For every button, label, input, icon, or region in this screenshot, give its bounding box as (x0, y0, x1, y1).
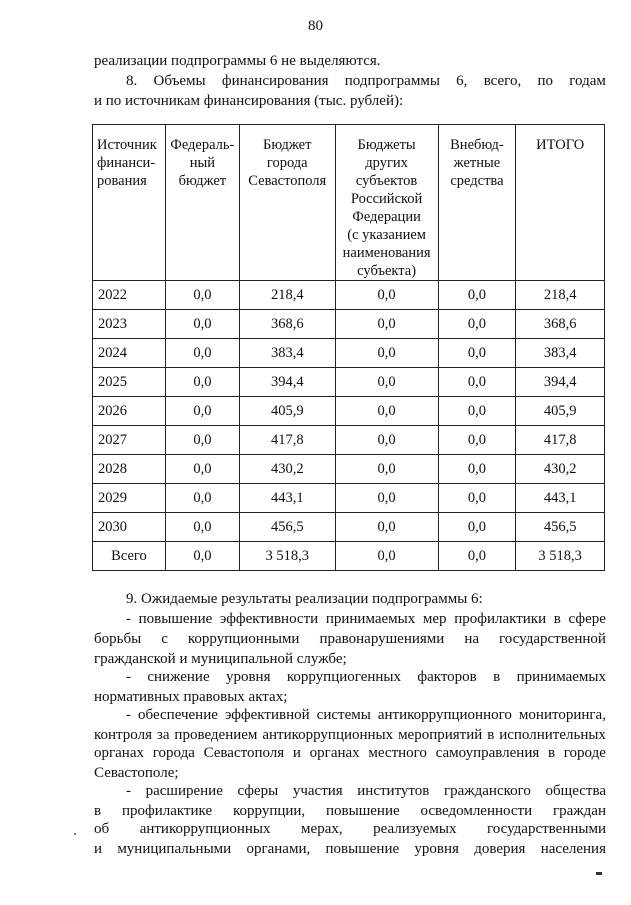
row-label: 2025 (93, 368, 166, 397)
section9-word: в (94, 803, 102, 819)
section9-word: антикоррупционного (377, 707, 512, 723)
section9-word: сферы (237, 783, 279, 799)
section9-word: уровня (225, 669, 271, 685)
section9-line: нормативных правовых актах; (94, 689, 288, 705)
table-cell: 0,0 (438, 339, 516, 368)
table-cell: 0,0 (165, 281, 239, 310)
row-label: 2023 (93, 310, 166, 339)
table-cell: 218,4 (239, 281, 335, 310)
table-row (93, 397, 605, 426)
header-line: финанси- (97, 155, 156, 171)
table-cell: 3 518,3 (516, 542, 605, 571)
section9-word: правонарушениями (319, 631, 445, 647)
table-cell: 0,0 (335, 484, 438, 513)
scan-dot (74, 833, 76, 835)
section9-word: реализуемых (373, 821, 457, 837)
section9-word: профилактике (121, 803, 213, 819)
section9-word: обеспечение (138, 707, 218, 723)
section9-word: с (161, 631, 168, 647)
section9-word: принимаемых (325, 611, 416, 627)
table-cell: 0,0 (165, 513, 239, 542)
section9-line (94, 821, 606, 838)
section9-word: повышение (325, 841, 400, 857)
section9-word: эффективной (224, 707, 310, 723)
header-line: (с указанием (347, 227, 426, 243)
section9-word: органах (309, 745, 360, 761)
header-line: Российской (350, 191, 423, 207)
table-cell: 368,6 (516, 310, 605, 339)
table-cell: 0,0 (335, 513, 438, 542)
table-cell: 0,0 (438, 426, 516, 455)
section9-word: факторов (417, 669, 477, 685)
section9-word: органах (94, 745, 144, 761)
section9-word: города (152, 745, 195, 761)
section9-word: граждан (553, 803, 606, 819)
header-line: субъекта) (357, 263, 417, 279)
table-cell: 417,8 (239, 426, 335, 455)
section9-word: - (126, 611, 131, 627)
table-cell: 0,0 (165, 339, 239, 368)
section9-line (94, 745, 606, 762)
section9-word: городе (563, 745, 606, 761)
section9-title: 9. Ожидаемые результаты реализации подпрограммы 6: (126, 591, 483, 607)
section9-word: повышение (326, 803, 400, 819)
section8-word: годам (569, 73, 606, 89)
row-label: 2028 (93, 455, 166, 484)
table-cell: 383,4 (516, 339, 605, 368)
header-line: Севастополя (248, 173, 327, 189)
section9-word: и (94, 841, 103, 857)
section9-word: эффективности (219, 611, 319, 627)
table-cell: 417,8 (516, 426, 605, 455)
section9-word: государственными (487, 821, 606, 837)
page-number: 80 (308, 18, 323, 34)
header-line: Федерации (352, 209, 421, 225)
header-line: средства (450, 173, 504, 189)
header-line: ИТОГО (536, 137, 585, 153)
section8-word: 8. (126, 73, 138, 89)
table-row (93, 339, 605, 368)
header-line: рования (97, 173, 147, 189)
section9-word: об (94, 821, 110, 837)
section9-word: системы (316, 707, 371, 723)
header-line: других (365, 155, 408, 171)
row-label: 2027 (93, 426, 166, 455)
header-source (93, 125, 166, 281)
table-cell: 394,4 (239, 368, 335, 397)
section9-line: гражданской и муниципальной службе; (94, 651, 347, 667)
section9-word: расширение (145, 783, 223, 799)
table-cell: 0,0 (165, 368, 239, 397)
section9-word: - (126, 783, 131, 799)
table-cell: 0,0 (438, 368, 516, 397)
table-header-row (93, 125, 605, 281)
table-cell: 0,0 (335, 542, 438, 571)
table-row (93, 513, 605, 542)
header-line: бюджет (178, 173, 227, 189)
section9-word: органами, (246, 841, 311, 857)
section8-word: финансирования (221, 73, 329, 89)
section9-word: в (493, 669, 501, 685)
section9-word: коррупциогенных (286, 669, 401, 685)
table-cell: 394,4 (516, 368, 605, 397)
section8-word: 6, (456, 73, 468, 89)
table-cell: 383,4 (239, 339, 335, 368)
section9-word: коррупционными (187, 631, 300, 647)
table-cell: 0,0 (165, 310, 239, 339)
table-cell: 405,9 (239, 397, 335, 426)
section9-word: борьбы (94, 631, 142, 647)
section9-word: исполнительных (499, 727, 606, 743)
section9-word: мониторинга, (518, 707, 606, 723)
table-body (93, 281, 605, 571)
section9-word: мероприятий (398, 727, 483, 743)
table-cell: 456,5 (239, 513, 335, 542)
table-cell: 0,0 (335, 281, 438, 310)
section9-word: Севастополя (203, 745, 285, 761)
section9-word: антикоррупционных (139, 821, 271, 837)
section8-word: по (537, 73, 554, 89)
header-line: жетные (453, 155, 501, 171)
table-cell: 0,0 (165, 426, 239, 455)
row-label: 2024 (93, 339, 166, 368)
table-cell: 430,2 (239, 455, 335, 484)
section9-word: доверия (474, 841, 526, 857)
section9-word: на (464, 631, 480, 647)
header-line: Внебюд- (450, 137, 504, 153)
table-row (93, 426, 605, 455)
table-cell: 0,0 (438, 281, 516, 310)
table-cell: 0,0 (438, 484, 516, 513)
table-cell: 0,0 (438, 513, 516, 542)
section9-word: сфере (568, 611, 606, 627)
section9-word: за (156, 727, 170, 743)
table-cell: 430,2 (516, 455, 605, 484)
table-cell: 443,1 (516, 484, 605, 513)
header-line: Федераль- (170, 137, 235, 153)
section9-word: общества (545, 783, 606, 799)
section9-word: коррупции, (232, 803, 306, 819)
header-total (516, 125, 605, 281)
section9-line: Севастополе; (94, 765, 179, 781)
table-cell: 368,6 (239, 310, 335, 339)
table-cell: 0,0 (165, 455, 239, 484)
section9-word: - (126, 669, 131, 685)
section9-word: мерах, (301, 821, 343, 837)
table-cell: 0,0 (165, 542, 239, 571)
section8-word: подпрограммы (344, 73, 440, 89)
header-line: Бюджеты (357, 137, 416, 153)
table-cell: 0,0 (165, 397, 239, 426)
table-row (93, 368, 605, 397)
table-row (93, 310, 605, 339)
section9-word: осведомленности (420, 803, 533, 819)
table-cell: 456,5 (516, 513, 605, 542)
table-cell: 0,0 (335, 339, 438, 368)
header-federal (165, 125, 239, 281)
row-label: 2030 (93, 513, 166, 542)
section9-word: в (553, 611, 561, 627)
header-line: субъектов (355, 173, 418, 189)
section9-word: самоуправления (435, 745, 540, 761)
section9-word: повышение (138, 611, 213, 627)
section9-line (126, 669, 606, 686)
section9-word: в (547, 745, 556, 761)
table-cell: 0,0 (335, 426, 438, 455)
header-line: Бюджет (263, 137, 312, 153)
section9-word: населения (540, 841, 606, 857)
section9-word: в (487, 727, 495, 743)
section9-line (126, 707, 606, 724)
row-label: Всего (93, 542, 166, 571)
section9-word: профилактики (454, 611, 547, 627)
section9-word: проведением (174, 727, 258, 743)
section9-line (94, 803, 606, 820)
table-cell: 0,0 (335, 455, 438, 484)
header-city (239, 125, 335, 281)
table-row (93, 484, 605, 513)
header-other-subjects (335, 125, 438, 281)
section9-line (94, 727, 606, 744)
table-cell: 0,0 (335, 397, 438, 426)
section9-word: - (126, 707, 131, 723)
section9-word: участия (292, 783, 343, 799)
section8-line1 (126, 73, 606, 90)
section9-word: антикоррупционных (262, 727, 394, 743)
table-row (93, 455, 605, 484)
table-cell: 405,9 (516, 397, 605, 426)
section9-line (126, 783, 606, 800)
header-line: ный (189, 155, 215, 171)
row-label: 2026 (93, 397, 166, 426)
section9-word: и (292, 745, 301, 761)
section9-line (94, 631, 606, 648)
table-cell: 0,0 (165, 484, 239, 513)
table-cell: 0,0 (438, 310, 516, 339)
header-line: города (266, 155, 308, 171)
table-cell: 0,0 (335, 310, 438, 339)
section9-word: принимаемых (516, 669, 606, 685)
table-cell: 0,0 (438, 455, 516, 484)
table-row (93, 281, 605, 310)
financing-table (92, 124, 605, 571)
table-cell: 0,0 (438, 397, 516, 426)
header-line: наименования (342, 245, 431, 261)
section8-word: Объемы (153, 73, 206, 89)
table-cell: 443,1 (239, 484, 335, 513)
table-cell: 218,4 (516, 281, 605, 310)
table-cell: 3 518,3 (239, 542, 335, 571)
section9-word: муниципальными (117, 841, 232, 857)
section8-line2: и по источникам финансирования (тыс. рублей): (94, 93, 404, 109)
table-total-row (93, 542, 605, 571)
section9-word: гражданского (443, 783, 531, 799)
section9-line (94, 841, 606, 858)
section9-line (126, 611, 606, 628)
section9-word: контроля (94, 727, 152, 743)
row-label: 2022 (93, 281, 166, 310)
header-line: Источник (97, 137, 157, 153)
header-extrabudget (438, 125, 516, 281)
section9-word: мер (422, 611, 447, 627)
section9-word: уровня (414, 841, 459, 857)
section8-word: всего, (483, 73, 522, 89)
row-label: 2029 (93, 484, 166, 513)
scan-mark (596, 872, 602, 875)
section9-word: снижение (147, 669, 210, 685)
section9-word: местного (368, 745, 427, 761)
intro-line: реализации подпрограммы 6 не выделяются. (94, 53, 381, 69)
section9-word: государственной (499, 631, 606, 647)
section9-word: институтов (357, 783, 430, 799)
table-cell: 0,0 (438, 542, 516, 571)
table-cell: 0,0 (335, 368, 438, 397)
